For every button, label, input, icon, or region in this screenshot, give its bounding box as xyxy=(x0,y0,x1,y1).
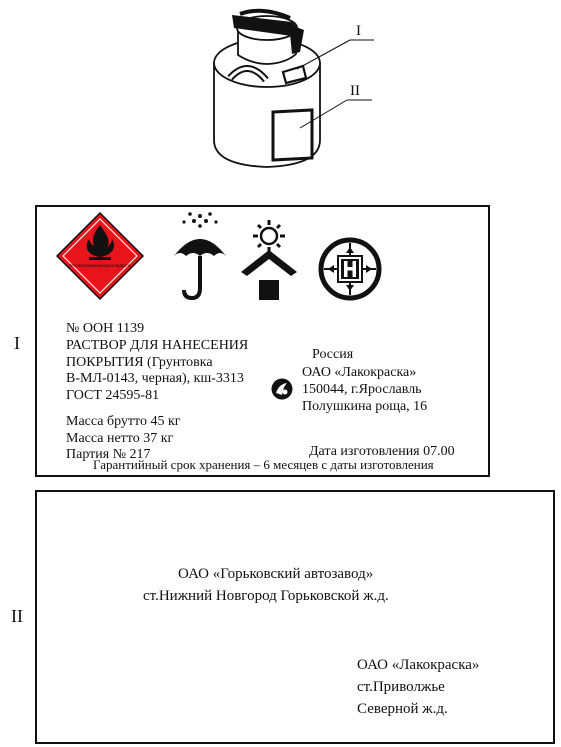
recipient-station: ст.Нижний Новгород Горьковской ж.д. xyxy=(143,588,389,604)
label-ii-side-marker: II xyxy=(11,606,23,626)
manufacturer-address-1: 150044, г.Ярославль xyxy=(302,382,422,397)
manufacturer-logo-icon xyxy=(271,378,293,400)
label-i-side-marker: I xyxy=(14,333,20,353)
manufacture-date: Дата изготовления 07.00 xyxy=(309,444,455,459)
sender-name: ОАО «Лакокраска» xyxy=(357,657,480,673)
gost-code: ГОСТ 24595-81 xyxy=(66,388,160,403)
handling-symbol-icon xyxy=(318,237,382,301)
callout-label-1: I xyxy=(356,23,361,39)
net-weight: Масса нетто 37 кг xyxy=(66,431,174,446)
recipient-name: ОАО «Горьковский автозавод» xyxy=(178,566,374,582)
label-ii-panel xyxy=(35,490,555,744)
batch-number: Партия № 217 xyxy=(66,447,151,462)
product-line-1: РАСТВОР ДЛЯ НАНЕСЕНИЯ xyxy=(66,338,249,353)
body-label-window xyxy=(273,110,312,160)
hazard-text: Легковоспламеняющаяся жидкость xyxy=(69,263,132,268)
protect-from-heat-icon xyxy=(237,220,301,304)
product-line-3: В-МЛ-0143, черная), кш-3313 xyxy=(66,371,244,386)
country: Россия xyxy=(312,347,354,362)
gross-weight: Масса брутто 45 кг xyxy=(66,414,181,429)
manufacturer-address-2: Полушкина роща, 16 xyxy=(302,399,428,414)
shelf-life: Гарантийный срок хранения – 6 месяцев с даты изготовления xyxy=(93,457,434,472)
product-line-2: ПОКРЫТИЯ (Грунтовка xyxy=(66,355,213,370)
callout-label-2: II xyxy=(350,83,360,99)
sender-railway: Северной ж.д. xyxy=(357,701,448,717)
sender-station: ст.Приволжье xyxy=(357,679,445,695)
un-number: № ООН 1139 xyxy=(66,321,145,336)
keep-dry-umbrella-icon xyxy=(170,210,230,300)
flammable-hazard-icon xyxy=(55,211,145,301)
manufacturer-name: ОАО «Лакокраска» xyxy=(302,365,417,380)
